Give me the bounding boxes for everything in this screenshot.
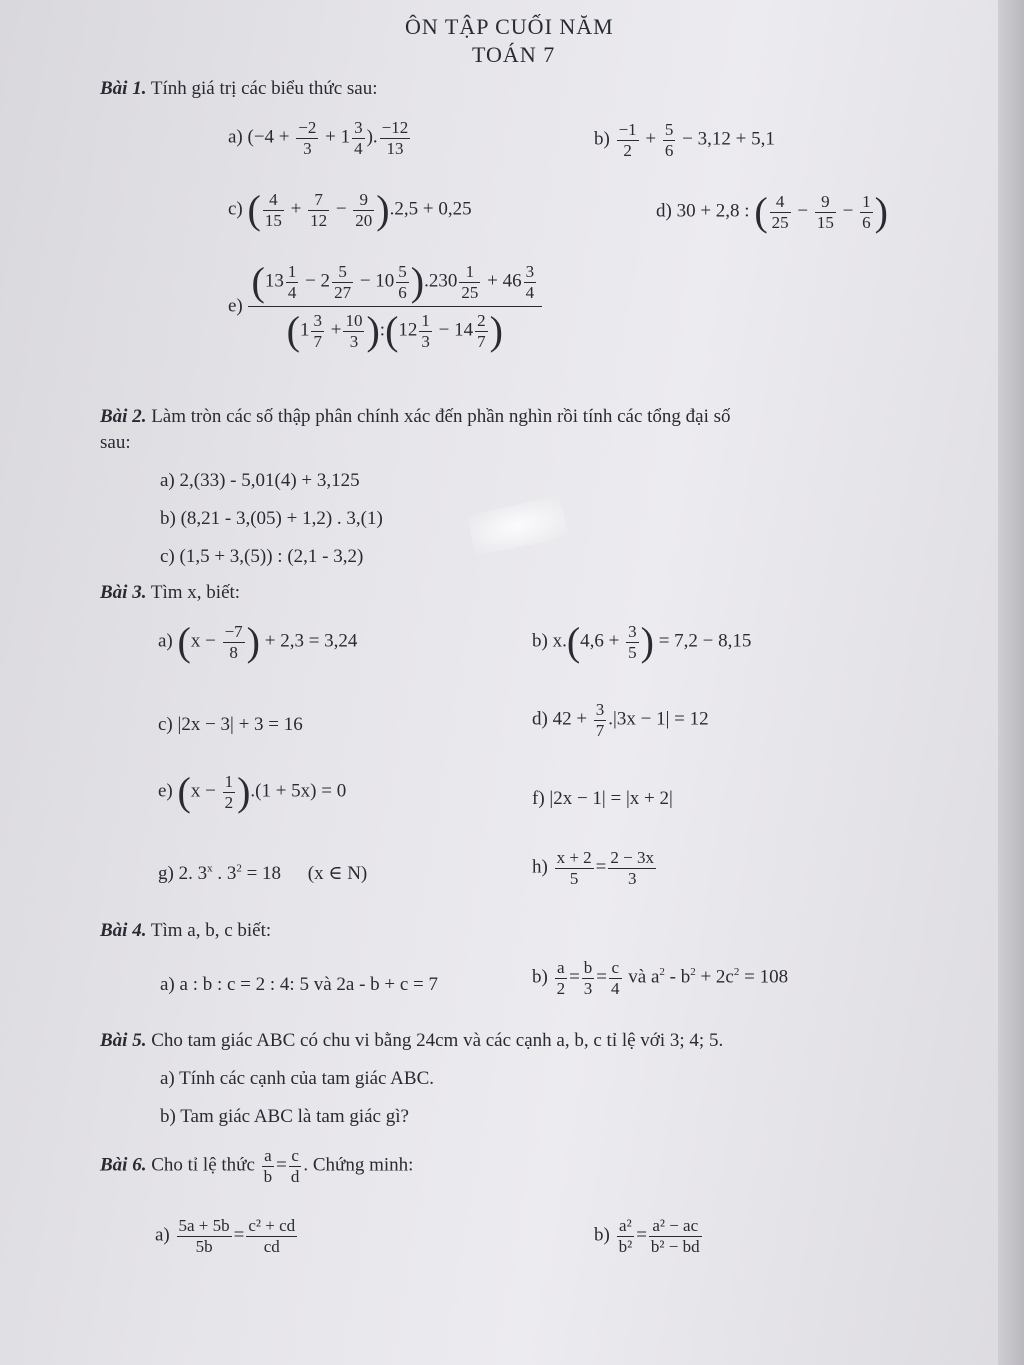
bai5-label: Bài 5. [100, 1030, 147, 1051]
item-label: c) [228, 198, 243, 220]
item-label: c) [158, 714, 173, 735]
expr-part: + 2c [700, 966, 734, 988]
expr-part: + 2,3 = 3,24 [264, 630, 358, 652]
fraction: $\frac{a}{b}$ [263, 1146, 273, 1186]
bai3-c [158, 714, 303, 736]
expr-part: − [842, 200, 854, 222]
bai4-a: a) a : b : c = 2 : 4: 5 và 2a - b + c = 7 [160, 974, 439, 995]
fraction: $\frac{\text{a² − ac}}{\text{b² − bd}}$ [650, 1216, 700, 1256]
expr-part: - b [669, 966, 691, 988]
page-subtitle: TOÁN 7 [472, 42, 556, 67]
item-label: b) [594, 1224, 610, 1246]
expr-part: + [645, 128, 657, 150]
expr-part: + [290, 198, 302, 220]
bai2-heading [100, 406, 731, 428]
item-label: a) [228, 126, 243, 148]
expr-part: − 3,12 + 5,1 [682, 128, 775, 150]
fraction: $\frac{9}{20}$ [355, 190, 373, 230]
fraction: $\frac{\text{a²}}{\text{b²}}$ [618, 1216, 633, 1256]
fraction: $\frac{-12}{13}$ [381, 118, 409, 158]
expr-part: x − [190, 780, 216, 802]
expr-part: và a [628, 966, 660, 988]
bai3-b: b) x.(4,6 + $\frac{3}{5}$ ) = 7,2 − 8,15 [532, 619, 752, 665]
fraction: $\frac{b}{3}$ [583, 958, 593, 998]
expr-part: − [797, 200, 809, 222]
bai6-label: Bài 6. [100, 1154, 147, 1176]
bai4-text: Tìm a, b, c biết: [150, 920, 272, 941]
item-label: e) [158, 780, 173, 802]
bai2-b: b) (8,21 - 3,(05) + 1,2) . 3,(1) [160, 508, 383, 529]
fraction: $\frac{x + 2}{5}$ [556, 848, 592, 888]
item-label: f) [532, 788, 545, 809]
bai1-b [594, 120, 775, 160]
expr-part: x − [190, 630, 216, 652]
bai5-a: a) Tính các cạnh của tam giác ABC. [160, 1068, 434, 1089]
item-label: b) [594, 128, 610, 150]
expr-part: |2x − 3| + 3 = 16 [177, 714, 303, 735]
fraction: $\frac{7}{12}$ [310, 190, 328, 230]
bai1-d: d) 30 + 2,8 : ( $\frac{4}{25}$ − $\frac{9}{15}$ − $\frac{1}{6}$ ) [656, 189, 888, 235]
expr-part: .2,5 + 0,25 [389, 198, 472, 220]
bai3-f [532, 788, 673, 810]
expr-part: .(1 + 5x) = 0 [250, 780, 347, 802]
bai1-a [228, 118, 412, 158]
bai5-heading [100, 1030, 723, 1052]
bai4-label: Bài 4. [100, 920, 147, 941]
bai2-c: c) (1,5 + 3,(5)) : (2,1 - 3,2) [160, 546, 364, 567]
expr-part: = 18 [246, 863, 282, 884]
item-label: h) [532, 856, 548, 878]
smudge-mark [467, 496, 569, 557]
fraction: $\frac{a}{2}$ [556, 958, 566, 998]
fraction: $\frac{5}{6}$ [664, 120, 674, 160]
bai1-label: Bài 1. [100, 78, 147, 99]
bai6-b: b) $\frac{\text{a²}}{\text{b²}}$ = $\frac{\text{a² − ac}}{\text{b² − bd}}$ [594, 1216, 700, 1256]
fraction: $\frac{3}{7}$ [595, 700, 605, 740]
item-label: a) [158, 630, 173, 652]
bai1-e [228, 259, 542, 354]
bai3-label: Bài 3. [100, 582, 147, 603]
item-label: a) [155, 1224, 170, 1246]
fraction: $\frac{-1}{2}$ [618, 120, 637, 160]
expr-part: 42 + [552, 708, 588, 730]
bai3-heading [100, 582, 240, 604]
fraction: $\frac{c}{d}$ [290, 1146, 300, 1186]
fraction: $\frac{4}{25}$ [771, 192, 789, 232]
bai2-text-cont: sau: [100, 432, 131, 453]
compound-numerator: (13 $\frac{1}{4}$ − 2 $\frac{5}{27}$ − 10 $\frac{5}{6}$ ).230 $\frac{1}{25}$ + 46 $\frac{3}{4}$ [248, 262, 543, 307]
expr-part: − [335, 198, 347, 220]
item-label: g) [158, 863, 174, 884]
bai2-a: a) 2,(33) - 5,01(4) + 3,125 [160, 470, 360, 491]
fraction: $\frac{2 - 3x}{3}$ [610, 848, 654, 888]
expr-part: 2. 3 [178, 863, 208, 884]
fraction: $\frac{9}{15}$ [816, 192, 834, 232]
bai3-text: Tìm x, biết: [150, 582, 241, 603]
fraction: $\frac{1}{6}$ [862, 192, 871, 232]
item-label: d) [656, 200, 672, 222]
fraction: $\frac{1}{2}$ [224, 772, 234, 812]
fraction: $\frac{-2}{3}$ [298, 118, 317, 158]
expr-part: . 3 [217, 863, 237, 884]
condition: (x ∈ N) [307, 863, 368, 884]
expr-part: + 1 [325, 126, 351, 148]
page-title: ÔN TẬP CUỐI NĂM [405, 14, 614, 39]
bai1-heading [100, 78, 377, 100]
bai3-a: a) (x − $\frac{-7}{8}$ ) + 2,3 = 3,24 [158, 619, 358, 665]
bai3-e: e) (x − $\frac{1}{2}$ ).(1 + 5x) = 0 [158, 769, 347, 815]
bai2-label: Bài 2. [100, 406, 147, 427]
expr-part: ). [366, 126, 378, 148]
bai5-text: Cho tam giác ABC có chu vi bằng 24cm và các cạnh a, b, c tỉ lệ với 3; 4; 5. [151, 1030, 724, 1051]
bai6-text: Cho tỉ lệ thức [151, 1154, 255, 1176]
fraction: $\frac{c}{4}$ [611, 958, 620, 998]
bai5-b: b) Tam giác ABC là tam giác gì? [160, 1106, 409, 1127]
paper-edge [998, 0, 1024, 1365]
expr-part: 30 + 2,8 : [676, 200, 750, 222]
fraction: $\frac{4}{15}$ [264, 190, 282, 230]
item-label: d) [532, 708, 548, 730]
bai3-g: g) 2. 3$^x$ . $3^2 = 18$ (x ∈ N) [158, 862, 368, 884]
item-label: e) [228, 295, 243, 317]
bai4-b: b) $\frac{a}{2}$ = $\frac{b}{3}$ = $\frac{c}{4}$ và $a^2 - b^2 + 2c^2 = 108$ [532, 958, 789, 998]
fraction: $\frac{-7}{8}$ [224, 622, 243, 662]
item-label: b) [532, 966, 548, 988]
bai3-d [532, 700, 709, 740]
expr-part: = 7,2 − 8,15 [658, 630, 752, 652]
bai6-a: a) $\frac{5a + 5b}{5b}$ = $\frac{\text{c² + cd}}{cd}$ [155, 1216, 296, 1256]
expr-part: |2x − 1| = |x + 2| [549, 788, 673, 809]
bai4-heading [100, 920, 271, 942]
fraction: $\frac{5a + 5b}{5b}$ [178, 1216, 230, 1256]
bai1-c: c) ( $\frac{4}{15}$ + $\frac{7}{12}$ − $\frac{9}{20}$ ).2,5 + 0,25 [228, 187, 472, 233]
bai6-text-cont: . Chứng minh: [303, 1154, 414, 1176]
fraction: $\frac{\text{c² + cd}}{cd}$ [248, 1216, 296, 1256]
bai3-h: h) $\frac{x + 2}{5}$ = $\frac{2 - 3x}{3}$ [532, 848, 654, 888]
bai6-heading: Bài 6. Cho tỉ lệ thức $\frac{a}{b}$ = $\frac{c}{d}$ . Chứng minh: [100, 1146, 414, 1186]
compound-denominator: (1 $\frac{3}{7}$ + $\frac{10}{3}$ ):(12 $\frac{1}{3}$ − 14 $\frac{2}{7}$ ) [286, 308, 503, 354]
expr-part: 4,6 + [580, 630, 620, 652]
fraction: $\frac{3}{5}$ [628, 622, 637, 662]
expr-part: (−4 + [247, 126, 290, 148]
expr-part: .|3x − 1| = 12 [608, 708, 709, 730]
item-label: b) [532, 630, 548, 652]
compound-fraction [248, 259, 543, 354]
expr-part: = 108 [744, 966, 789, 988]
expr-part: x. [552, 630, 567, 652]
bai2-text: Làm tròn các số thập phân chính xác đến phần nghìn rồi tính các tổng đại số [151, 406, 731, 427]
bai1-text: Tính giá trị các biểu thức sau: [150, 78, 378, 99]
fraction: $\frac{3}{4}$ [354, 118, 363, 158]
